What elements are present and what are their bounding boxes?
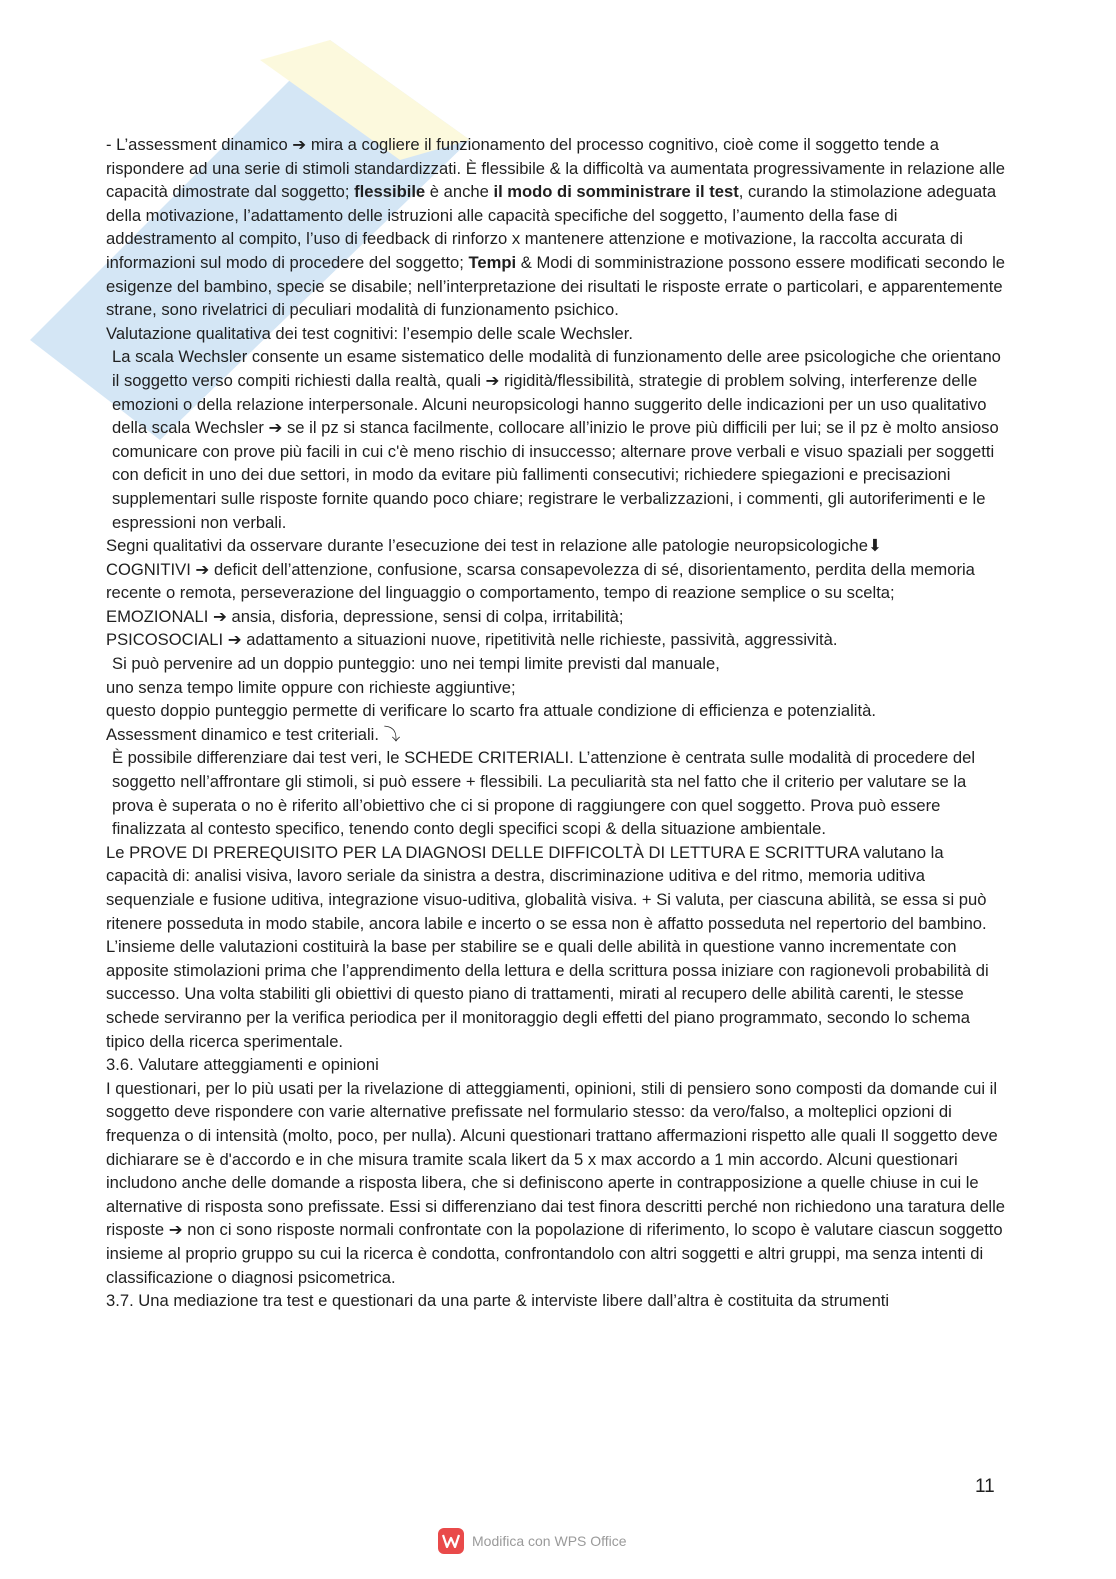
footer-label: Modifica con WPS Office — [472, 1533, 627, 1549]
paragraph: Segni qualitativi da osservare durante l’esecuzione dei test in relazione alle patologie neuropsicologiche⬇ — [106, 536, 882, 556]
paragraph: I questionari, per lo più usati per la rivelazione di atteggiamenti, opinioni, stili di pensiero sono composti da domande cui il soggetto deve rispondere con varie alternative prefissate nel formulario stesso: da vero/falso, a molteplici opzioni di frequenza o di intensità (molto, poco, per nulla). Alcuni questionari trattano affermazioni rispetto alle quali Il soggetto deve dichiarare se è d'accordo e in che misura tramite scala likert da 5 x max accordo a 1 min accordo. Alcuni questionari includono anche delle domande a risposta libera, che si definiscono aperte in contrapposizione a quelle chiuse in cui le alternative di risposta sono prefissate. Essi si differenziano dai test finora descritti perché non richiedono una taratura delle risposte ➔ non ci sono risposte normali confrontate con la popolazione di riferimento, lo scopo è valutare ciascun soggetto insieme al proprio gruppo su cui la ricerca è condotta, confrontandolo con altri soggetti e altri gruppi, ma senza intenti di classificazione o diagnosi psicometrica. — [106, 1078, 1006, 1287]
paragraph: COGNITIVI ➔ deficit dell’attenzione, confusione, scarsa consapevolezza di sé, disorientamento, perdita della memoria recente o remota, perseverazione del linguaggio o comportamento, tempo di reazione semplice o su scelta; — [106, 559, 975, 603]
section-heading: Valutazione qualitativa dei test cognitivi: l’esempio delle scale Wechsler. — [106, 323, 633, 343]
paragraph: - L’assessment dinamico ➔ mira a cogliere il funzionamento del processo cognitivo, cioè come il soggetto tende a rispondere ad una serie di stimoli standardizzati. È flessibile & la difficoltà va aumentata progressivamente in relazione alle capacità dimostrate dal soggetto; flessibile è anche il modo di somministrare il test, curando la stimolazione adeguata della motivazione, l’adattamento delle istruzioni alle capacità specifiche del soggetto, l’aumento della fase di addestramento al compito, l’uso di feedback di rinforzo x mantenere attenzione e motivazione, la raccolta accurata di informazioni sul modo di procedere del soggetto; Tempi & Modi di somministrazione possono essere modificati secondo le esigenze del bambino, specie se disabile; nell’interpretazione dei risultati le risposte errate o particolari, e apparentemente strane, sono rivelatrici di peculiari modalità di funzionamento psichico. — [106, 135, 1005, 320]
paragraph: Le PROVE DI PREREQUISITO PER LA DIAGNOSI DELLE DIFFICOLTÀ DI LETTURA E SCRITTURA valutano la capacità di: analisi visiva, lavoro seriale da sinistra a destra, discriminazione uditiva e del ritmo, memoria uditiva sequenziale e fusione uditiva, integrazione visuo-uditiva, globalità visiva. + Si valuta, per ciascuna abilità, se essa si può ritenere posseduta in modo stabile, ancora labile e incerto o se essa non è affatto posseduta nel repertorio del bambino. L’insieme delle valutazioni costituirà la base per stabilire se e quali delle abilità in questione vanno incrementate con apposite stimolazioni prima che l’apprendimento della lettura e della scrittura possa iniziare con ragionevoli probabilità di successo. Una volta stabiliti gli obiettivi di questo piano di trattamenti, mirati al recupero delle abilità carenti, le stesse schede serviranno per la verifica periodica per il monitoraggio degli effetti del piano programmato, secondo lo schema tipico della ricerca sperimentale. — [106, 842, 989, 1051]
paragraph: PSICOSOCIALI ➔ adattamento a situazioni nuove, ripetitività nelle richieste, passività, aggressività. — [106, 630, 838, 650]
section-heading: 3.6. Valutare atteggiamenti e opinioni — [106, 1055, 379, 1075]
paragraph: La scala Wechsler consente un esame sistematico delle modalità di funzionamento delle aree psicologiche che orientano il soggetto verso compiti richiesti dalla realtà, quali ➔ rigidità/flessibilità, strategie di problem solving, interferenze delle emozioni o della relazione interpersonale. Alcuni neuropsicologi hanno suggerito delle indicazioni per un uso qualitativo della scala Wechsler ➔ se il pz si stanca facilmente, collocare all’inizio le prove più difficili per lui; se il pz è molto ansioso comunicare con prove più facili in cui c'è meno rischio di insuccesso; alternare prove verbali e visuo spaziali per soggetti con deficit in uno dei due settori, in modo da evitare più fallimenti consecutivi; richiedere spiegazioni e precisazioni supplementari sulle risposte fornite quando poco chiare; registrare le verbalizzazioni, i commenti, gli autoriferimenti e le espressioni non verbali. — [112, 347, 1001, 532]
paragraph: questo doppio punteggio permette di verificare lo scarto fra attuale condizione di efficienza e potenzialità. — [106, 701, 876, 721]
paragraph: Si può pervenire ad un doppio punteggio: uno nei tempi limite previsti dal manuale, — [112, 654, 720, 674]
paragraph: 3.7. Una mediazione tra test e questionari da una parte & interviste libere dall’altra è costituita da strumenti — [106, 1291, 890, 1311]
paragraph: EMOZIONALI ➔ ansia, disforia, depressione, sensi di colpa, irritabilità; — [106, 606, 624, 626]
page-number: 11 — [975, 1476, 995, 1497]
wps-office-logo-icon — [438, 1528, 464, 1554]
paragraph: È possibile differenziare dai test veri, le SCHEDE CRITERIALI. L’attenzione è centrata sulle modalità di procedere del soggetto nell’affrontare gli stimoli, si può essere + flessibili. La peculiarità sta nel fatto che il criterio per valutare se la prova è superata o no è riferito all’obiettivo che ci si propone di raggiungere con quel soggetto. Prova può essere finalizzata al contesto specifico, tenendo conto degli specifici scopi & della situazione ambientale. — [112, 748, 976, 839]
section-heading: Assessment dinamico e test criteriali. ⤵ — [106, 724, 401, 744]
document-body — [106, 133, 1006, 1313]
paragraph: uno senza tempo limite oppure con richieste aggiuntive; — [106, 677, 516, 697]
footer-wps-link[interactable] — [438, 1527, 627, 1555]
